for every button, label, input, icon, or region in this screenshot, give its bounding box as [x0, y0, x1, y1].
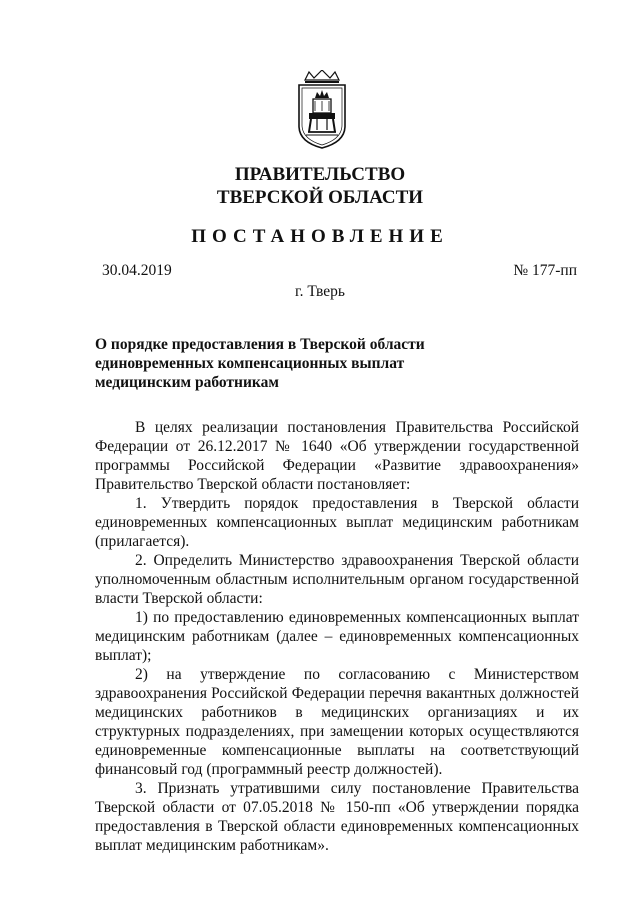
paragraph-item-3: 3. Признать утратившими силу постановление Правительства Тверской области от 07.05.2018 № 150-пп «Об утверждении порядка предоставления в Тверской области единовременных компенсационных выплат медицинским работникам».	[95, 780, 579, 854]
document-date: 30.04.2019	[102, 262, 172, 279]
government-title-line1: ПРАВИТЕЛЬСТВО	[234, 164, 406, 185]
paragraph-item-2-2: 2) на утверждение по согласованию с Министерством здравоохранения Российской Федерации перечня вакантных должностей медицинских работников в медицинских организациях и их структурных подразделениях, при замещении которых осуществляются единовременные компенсационные выплаты на соответствующий финансовый год (программный реестр должностей).	[95, 666, 579, 778]
coat-of-arms-icon	[295, 70, 349, 150]
paragraph-item-2-1: 1) по предоставлению единовременных компенсационных выплат медицинским работникам (далее – единовременных компенсационных выплат);	[95, 609, 579, 664]
government-title-line2: ТВЕРСКОЙ ОБЛАСТИ	[216, 187, 424, 208]
document-type-title: ПОСТАНОВЛЕНИЕ	[191, 226, 449, 247]
paragraph-item-1: 1. Утвердить порядок предоставления в Тверской области единовременных компенсационных выплат медицинским работникам (прилагается).	[95, 495, 579, 550]
subject-line: медицинским работникам	[95, 374, 279, 391]
subject-line: единовременных компенсационных выплат	[95, 355, 405, 372]
document-body	[95, 418, 579, 855]
document-number: № 177-пп	[513, 262, 577, 279]
document-city: г. Тверь	[295, 283, 345, 300]
paragraph-item-2: 2. Определить Министерство здравоохранения Тверской области уполномоченным областным исполнительным органом государственной власти Тверской области:	[95, 552, 579, 607]
subject-line: О порядке предоставления в Тверской области	[95, 336, 425, 353]
document-subject	[95, 335, 435, 392]
preamble-paragraph: В целях реализации постановления Правительства Российской Федерации от 26.12.2017 № 1640 «Об утверждении государственной программы Российской Федерации «Развитие здравоохранения» Правительство Тверской области постановляет:	[95, 419, 579, 493]
